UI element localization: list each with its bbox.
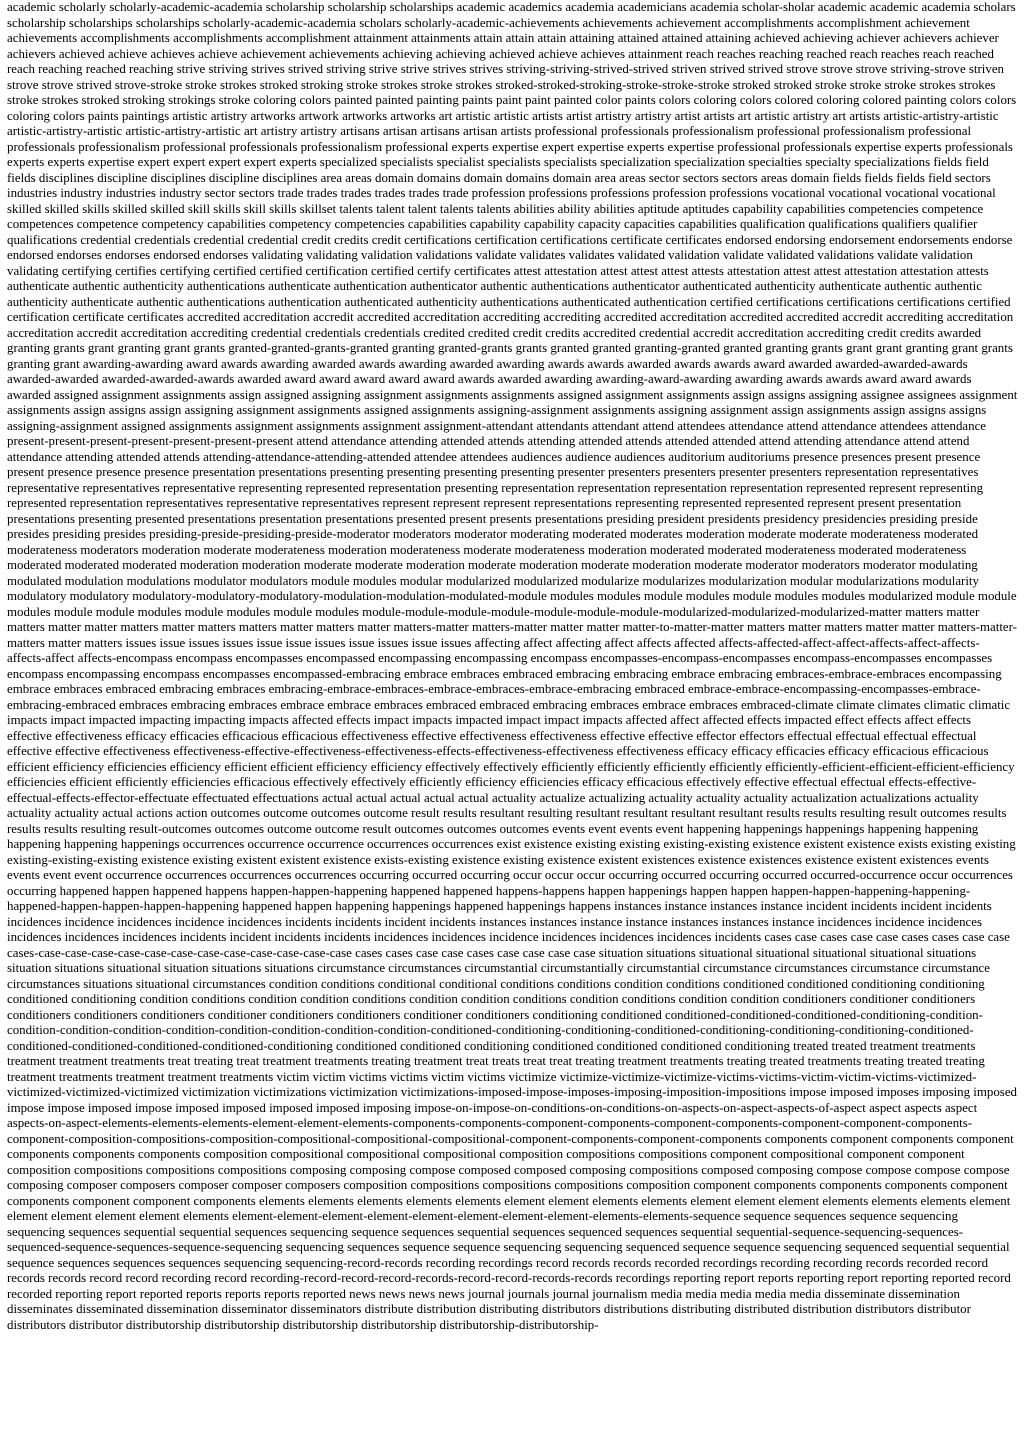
body-text: academic scholarly scholarly-academic-academia scholarship scholarship scholarships academic academics academia academicians academia scholar-sholar academic academic academia scholars scholarship scholarships scholarships scholarly-academic-academia scholars scholarly-academic-achievements achievements achievement accomplishments accomplishment achievement achievements accomplishments accomplishments accomplishment attainment attainments attain attain attain attaining attained attained attaining achieved achieving achiever achievers achiever achievers achieved achieve achieves achieve achievement achievements achieving achieving achieved achieve achieves attainment reach reaches reaching reached reach reaches reach reached reach reaching reached reaching strive striving strives strived striving strive strive strives strives striving-striving-strived-strived striven strived strived strove strove strove striving-strove striven strove strove strived strove-stroke stroke strokes stroked stroking stroke strokes stroke strokes stroked-stroked-stroking-stroke-stroke-stroke stroked stroked stroke stroke stroke strokes strokes stroke strokes stroked stroking strokings stroke coloring colors painted painted painting paints paint paint painted color paints colors coloring colors colored coloring colored painting colors colors coloring colors paints paintings artistic artistry artworks artwork artworks artworks art artistic artistic artists artist artistry artistry artist artists art artistic artistry art artists artistic-artistry-artistic artistic-artistry-artistic artistic-artistry-artistic art artistry artistry artisans artisan artisans artisan artists professional professionals professionalism professional professionalism professional professionals professionalism professional professionals professionalism professional experts expertise expert expertise experts expertise professional professionals expertise experts professionals experts experts expertise expert expert expert expert experts specialized specialists specialist specialists specialists specialization specialization specialties specialty specializations fields field fields disciplines discipline disciplines discipline disciplines area areas domain domains domain domains domain area areas sector sectors sectors areas domain fields fields fields field sectors industries industry industries industry sector sectors trade trades trades trades trades trade profession professions professions profession professions vocational vocational vocational vocational skilled skilled skills skilled skilled skill skills skill skills skillset talents talent talent talents talents abilities ability abilities aptitude aptitudes capability capabilities competencies competence competences competence competency capabilities competency competencies capabilities capability capability capacity capacities capabilities qualification qualifications qualifiers qualifier qualifications credential credentials credential credential credit credits credit certifications certification certifications certificate certificates endorsed endorsing endorsement endorsements endorse endorsed endorses endorses endorsed endorses validating validating validation validations validate validates validates validated validation validate validated validations validate validation validating certifying certifies certifying certified certified certification certified certify certificates attest attestation attest attest attest attests attestation attest attest attestation attestation attests authenticate authentic authenticity authentications authenticate authentication authenticator authentic authentications authenticator authenticated authenticity authenticate authentic authentic authenticity authenticate authentic authentications authentication authenticated authenticity authentications authenticated authentication certified certifications certifications certifications certified certification certificate certificates accredited accreditation accredit accredited accreditation accrediting accrediting accredited accreditation accredited accredited accredit accrediting accreditation accreditation accredit accreditation accrediting credential credentials credentials credited credited credit credits accredited credential accredit accreditation accrediting credit credits awarded granting grants grant granting grant grants granted-granted-grants-granted granting granted-grants grants granted granted granting-granted granted granting grants grant grant granting grant grants granting grant awarding-awarding award awards awarding awarded awards awarding awarded awarding awards awards awarded awards awards award awarded awarded-awarded-awards awarded-awarded awarded-awarded-awards awarded award award award award award awards awarded awarding awarding-award-awarding awarding awards awards award award awards awarded assigned assignment assignments assign assigned assigning assignment assignments assignments assigned assignment assignments assign assigns assigning assignee assignees assignment assignments assign assigns assign assigning assignment assignments assigned assignments assigning-assignment assignments assigning assignment assign assignments assign assigns assigns assigning-assignment assigned assignments assignment assignments assignment assignment-attendant attendants attendant attend attendees attendance attend attendance attendees attendance present-present-present-present-present-present-present attend attendance attending attended attends attending attended attends attended attended attend attending attendance attend attend attendance attending attended attends attending-attendance-attending-attended attendee attendees audiences audience audiences auditorium auditoriums presence presences present presence present presence presence presence presentation presentations presenting presenting presenting presenting presenter presenters presenters presenter presenters representation representatives representative representatives representative representing represented representation presenting representation representation representation representation represented represent representing represented representation representatives representative representatives represent represent represent representations representing represented represented represent present presentation presentations presenting presented presentations presentation presentations presented present presents presentations presiding president presidents presidency presidencies presiding preside presides presiding presides presiding-preside-presiding-preside-moderator moderators moderator moderating moderated moderates moderation moderate moderate moderateness moderated moderateness moderators moderation moderate moderateness moderation moderateness moderate moderateness moderation moderated moderated moderateness moderated moderateness moderated moderated moderated moderation moderation moderate moderate moderation moderate moderation moderate moderation moderate moderator moderators moderator modulating modulated modulation modulations modulator modulators module modules modular modularized modularized modularize modularizes modularization modular modularizations modularity modulatory modulatory modulatory-modulatory-modulatory-modulation-modulation-modulated-module modules modules module modules module modules modules modularized module module modules module module modules module modules module modules module-module-module-module-module-module-module-modularized-modularized-modularized-matter matters matter matters matter matter matters matter matters matters matter matters matter matters-matter matters-matter matter matter matter-to-matter-matter matters matter matters matter matter matters-matter-matters matter matters issues issue issues issues issue issue issues issue issues issue issues affecting affect affecting affect affects affected affects-affected-affect-affect-affects-affect-affects-affects-affect affects-encompass encompass encompasses encompassed encompassing encompassing encompass encompasses-encompass-encompasses encompass-encompasses encompasses encompass encompassing encompass encompasses encompassed-embracing embrace embraces embraced embracing embracing embrace embracing embraces-embrace-embraces encompassing embrace embraces embraced embracing embraces embracing-embrace-embraces-embrace-embraces-embrace-embracing embraced embrace-embrace-encompassing-encompasses-embrace-embracing-embraced embraces embracing embraces embrace embrace embraces embraced embraced embracing embraces embrace embraces embraced-climate climate climates climatic climatic impacts impact impacted impacting impacting impacts affected effects impact impacts impacted impact impact impacts affected affect affected effects impacted effect effects affect effects effective effectiveness efficacy efficacies efficacious efficacious effectiveness effective effectiveness effectiveness effective effective effector effectors effectual effectual effectual effectual effective effective effectiveness effectiveness-effective-effectiveness-effectiveness-effects-effectiveness-effectiveness effectiveness efficacy efficacy efficacies efficacy efficacious efficacious efficient efficiency efficiencies efficiency efficient efficient efficiency efficiency effectively effectively efficiently efficiently efficiently efficiently efficiently-efficient-efficient-efficient-efficiency efficiencies efficient efficiently efficiencies efficacious effectively effectively efficiently efficiency efficiencies efficacy efficacious effectively effective effectual effectual effects-effective-effectual-effects-effector-effectuate effectuated effectuations actual actual actual actual actual actuality actualize actualizing actuality actuality actuality actualization actualizations actuality actuality actuality actual actions action outcomes outcome outcomes outcome result results resultant resulting resultant resultant resultant resultant results results resulting result outcomes results results results resulting result-outcomes outcomes outcome outcome result outcomes outcomes outcomes events event events event happening happenings happenings happening happening happening happening happenings occurrences occurrence occurrence occurrences occurrences exist existence existing existing existing-existing existence existent existence exists existing existing existing-existing-existing existence existing existent existent existence exists-existing existence existing existence existent existences existence existences existence existent existences events events event event occurrence occurrences occurrences occurrences occurring occurred occurring occur occur occur occurring occurred occurring occurred occurred-occurrence occur occurrences occurring happened happen happened happens happen-happen-happening happened happened happens-happens happen happenings happen happen happen-happen-happening-happening-happened-happen-happen-happen-happening happened happen happening happenings happened happenings happens instances instance instances instance incident incidents incident incidents incidences incidence incidences incidence incidences incidents incidents incident incidents instances instances instance instance instances instances instance incidences incidence incidences incidences incidences incidences incidents incident incidents incidents incidences incidences incidence incidences incidences incidences incidents cases case cases case case cases cases case case cases-case-case-case-case-case-case-case-case-case-case-case-case cases cases case case cases case case case case situation situations situational situational situational situational situations situation situations situational situation situations situations circumstance circumstances circumstantial circumstantially circumstantial circumstance circumstances circumstance circumstance circumstances situations situational circumstances condition conditions conditional conditional conditions conditions condition conditions conditioned conditioned conditioning conditioning conditioned conditioning condition conditions condition condition conditions condition condition conditions condition conditions condition condition conditioners conditioner conditioners conditioners conditioners conditioners conditioner conditioners conditioners conditioner conditioners conditioning conditioned conditioned-conditioned-conditioned-conditioning-condition-condition-condition-condition-condition-condition-condition-condition-condition-conditioned-conditioning-conditioning-conditioned-conditioning-conditioning-conditioning-conditioned-conditioned-conditioned-conditioned-conditioned-conditioning conditioned conditioned conditioning conditioned conditioned conditioned conditioning treated treated treatment treatments treatment treatment treatments treat treating treat treatment treatments treating treatment treat treats treat treat treating treatment treatments treating treated treatments treating treated treating treatment treatments treatment treatment treatments victim victim victims victims victim victims victimize victimize-victimize-victimize-victims-victims-victim-victim-victims-victimized-victimized-victimized-victimized victimization victimizations victimization victimizations-imposed-impose-imposes-imposing-imposition-impositions impose imposed imposes imposing imposed impose impose imposed impose imposed imposed imposed imposed imposing impose-on-impose-on-conditions-on-conditions-on-aspects-on-aspect-aspects-of-aspect aspect aspects aspect aspects-on-aspect-elements-elements-elements-element-element-elements-components-components-component-components-component-components-component-component-components-component-composition-compositions-composition-compositional-compositional-compositional-component-components-component-components components component components component components components components composition compositional compositional compositional composition compositions compositions component compositional component component composition compositions compositions compositions composing composing compose composed composed composing compositions composed composing compose compose compose compose composing composer composers composer composer composers composition compositions compositions compositions composition component components components components component components component component components elements elements elements elements elements element element elements elements element element element elements elements elements element element element element element elements element-element-element-element-element-element-element-element-elements-elements-sequence sequence sequences sequence sequencing sequencing sequences sequential sequential sequences sequencing sequence sequences sequential sequences sequenced sequences sequential sequential-sequence-sequencing-sequences-sequenced-sequence-sequences-sequence-sequencing sequencing sequences sequence sequence sequencing sequencing sequenced sequence sequence sequencing sequenced sequential sequential sequence sequences sequences sequences sequencing sequencing-record-records recording recordings record records records recorded recordings recording recording records recorded record records records record record recording record recording-record-record-record-records-record-record-records-records recordings reporting report reports reporting report reporting reported record recorded reporting report reported reports reports reports reported news news news news journal journals journal journalism media media media media media disseminate dissemination disseminates disseminated dissemination disseminator disseminators distribute distribution distributing distributors distributions distributing distributed distribution distributors distributor distributors distributor distributorship distributorship distributorship distributorship distributorship-distributorship- (7, 0, 1018, 1332)
